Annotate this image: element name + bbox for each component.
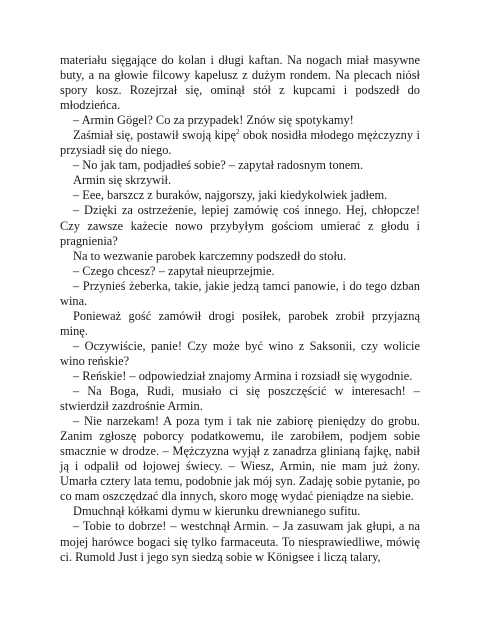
paragraph: Dmuchnął kółkami dymu w kierunku drewnianego sufitu. [73,504,361,519]
paragraph: – Nie narzekam! A poza tym i tak nie zabiorę pieniędzy do grobu. Zanim zgłoszę poborcy podatkowemu, ile zarobiłem, podjem sobie smacznie w drodze. – Mężczyzna wyjął z zanadrza glinianą fajkę, nabił ją i odpalił od łojowej świecy. – Wiesz, Armin, nie mam już żony. Umarła cztery lata temu, podobnie jak mój syn. Zadaję sobie pytanie, po co mam oszczędzać dla innych, skoro mogę wydać pieniądze na siebie. [60,414,420,504]
paragraph: – Czego chcesz? – zapytał nieuprzejmie. [73,263,275,278]
paragraph-text: Zaśmiał się, postawił swoją kipę [73,128,236,143]
paragraph: – Reńskie! – odpowiedział znajomy Armina i rozsiadł się wygodnie. [73,368,413,383]
paragraph: – No jak tam, podjadłeś sobie? – zapytał radosnym tonem. [73,158,364,173]
paragraph: materiału sięgające do kolan i długi kaftan. Na nogach miał masywne buty, a na głowie filcowy kapelusz z dużym rondem. Na plecach niósł spory kosz. Rozejrzał się, ominął stół z kupcami i podszedł do młodzieńca. [60,53,420,113]
paragraph: Ponieważ gość zamówił drogi posiłek, parobek zrobił przyjazną minę. [60,308,420,338]
paragraph: Na to wezwanie parobek karczemny podszedł do stołu. [73,248,347,263]
paragraph: – Tobie to dobrze! – westchnął Armin. – Ja zasuwam jak głupi, a na mojej harówce bogaci się tylko farmaceuta. To niesprawiedliwe, mówię ci. Rumold Just i jego syn siedzą sobie w Königsee i liczą talary, [60,519,420,564]
paragraph: – Przynieś żeberka, takie, jakie jedzą tamci panowie, i do tego dzban wina. [60,278,420,308]
paragraph: – Eee, barszcz z buraków, najgorszy, jaki kiedykolwiek jadłem. [73,188,388,203]
footnote-marker: 2 [235,128,240,137]
paragraph: Armin się skrzywił. [73,173,172,188]
paragraph [60,128,420,158]
paragraph: – Armin Gögel? Co za przypadek! Znów się spotykamy! [73,113,354,128]
paragraph: – Oczywiście, panie! Czy może być wino z Saksonii, czy wolicie wino reńskie? [60,338,420,368]
paragraph: – Na Boga, Rudi, musiało ci się poszczęścić w interesach! – stwierdził zazdrośnie Armin. [60,384,420,414]
body-text [60,53,420,565]
paragraph-text: obok nosidła młodego mężczyzny i przysiadł się do niego. [60,128,420,158]
paragraph: – Dzięki za ostrzeżenie, lepiej zamówię coś innego. Hej, chłopcze! Czy zawsze każecie nowo przybyłym gościom umierać z głodu i pragnienia? [60,203,420,248]
